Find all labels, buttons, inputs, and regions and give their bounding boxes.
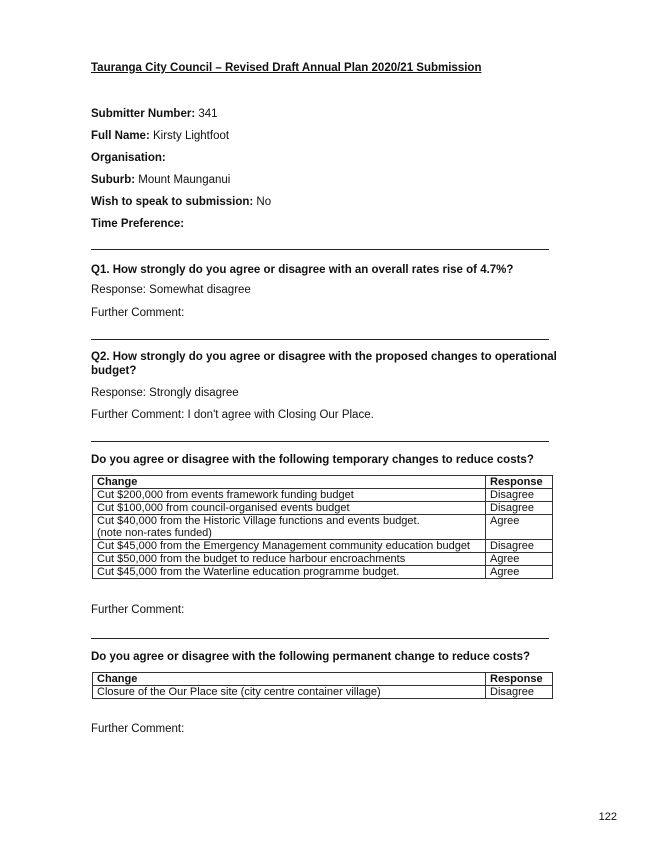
submitter-number — [91, 108, 218, 120]
divider — [91, 339, 549, 340]
suburb-value: Mount Maunganui — [138, 174, 231, 186]
submitter-number-value: 341 — [198, 108, 218, 120]
full-name — [91, 130, 229, 142]
wish-to-speak-value: No — [256, 196, 272, 208]
q1-response: Response: Somewhat disagree — [91, 284, 251, 296]
table-header-row — [93, 673, 553, 686]
full-name-label: Full Name: — [91, 130, 150, 142]
page-number: 122 — [598, 811, 617, 823]
divider — [91, 638, 549, 639]
column-header-response: Response — [486, 476, 553, 489]
organisation-label: Organisation: — [91, 152, 166, 164]
change-cell: Cut $200,000 from events framework funding budget — [93, 489, 486, 502]
permanent-comment: Further Comment: — [91, 723, 185, 735]
time-preference — [91, 218, 184, 230]
change-cell: Cut $45,000 from the Emergency Management community education budget — [93, 540, 486, 553]
response-cell: Disagree — [486, 686, 553, 699]
q1-comment: Further Comment: — [91, 307, 185, 319]
table-row — [93, 515, 553, 540]
response-cell: Disagree — [486, 502, 553, 515]
change-cell — [93, 515, 486, 540]
table-row — [93, 489, 553, 502]
document-title: Tauranga City Council – Revised Draft Annual Plan 2020/21 Submission — [91, 62, 482, 74]
change-cell: Cut $100,000 from council-organised events budget — [93, 502, 486, 515]
divider — [91, 441, 549, 442]
table-row — [93, 686, 553, 699]
q1-question: Q1. How strongly do you agree or disagree with an overall rates rise of 4.7%? — [91, 264, 514, 276]
table-header-row — [93, 476, 553, 489]
table-row — [93, 540, 553, 553]
divider — [91, 249, 549, 250]
suburb-label: Suburb: — [91, 174, 136, 186]
change-note: (note non-rates funded) — [97, 527, 212, 539]
table-row — [93, 553, 553, 566]
response-cell: Agree — [486, 553, 553, 566]
change-cell: Cut $50,000 from the budget to reduce harbour encroachments — [93, 553, 486, 566]
response-cell: Disagree — [486, 540, 553, 553]
full-name-value: Kirsty Lightfoot — [153, 130, 230, 142]
q2-question: Q2. How strongly do you agree or disagree with the proposed changes to operational budget? — [91, 351, 557, 377]
temporary-changes-table — [92, 475, 553, 579]
q2-response: Response: Strongly disagree — [91, 387, 239, 399]
suburb — [91, 174, 230, 186]
change-cell: Closure of the Our Place site (city centre container village) — [93, 686, 486, 699]
q2-comment: Further Comment: I don't agree with Closing Our Place. — [91, 409, 374, 421]
wish-to-speak-label: Wish to speak to submission: — [91, 196, 254, 208]
column-header-change: Change — [93, 673, 486, 686]
change-text: Cut $40,000 from the Historic Village functions and events budget. — [97, 515, 420, 527]
time-preference-label: Time Preference: — [91, 218, 185, 230]
temporary-question: Do you agree or disagree with the following temporary changes to reduce costs? — [91, 454, 534, 466]
column-header-change: Change — [93, 476, 486, 489]
submitter-number-label: Submitter Number: — [91, 108, 196, 120]
response-cell: Agree — [486, 515, 553, 540]
response-cell: Agree — [486, 566, 553, 579]
column-header-response: Response — [486, 673, 553, 686]
wish-to-speak — [91, 196, 271, 208]
organisation — [91, 152, 166, 164]
table-row — [93, 502, 553, 515]
table-row — [93, 566, 553, 579]
permanent-question: Do you agree or disagree with the following permanent change to reduce costs? — [91, 651, 530, 663]
temporary-comment: Further Comment: — [91, 604, 185, 616]
response-cell: Disagree — [486, 489, 553, 502]
change-cell: Cut $45,000 from the Waterline education programme budget. — [93, 566, 486, 579]
permanent-changes-table — [92, 672, 553, 699]
